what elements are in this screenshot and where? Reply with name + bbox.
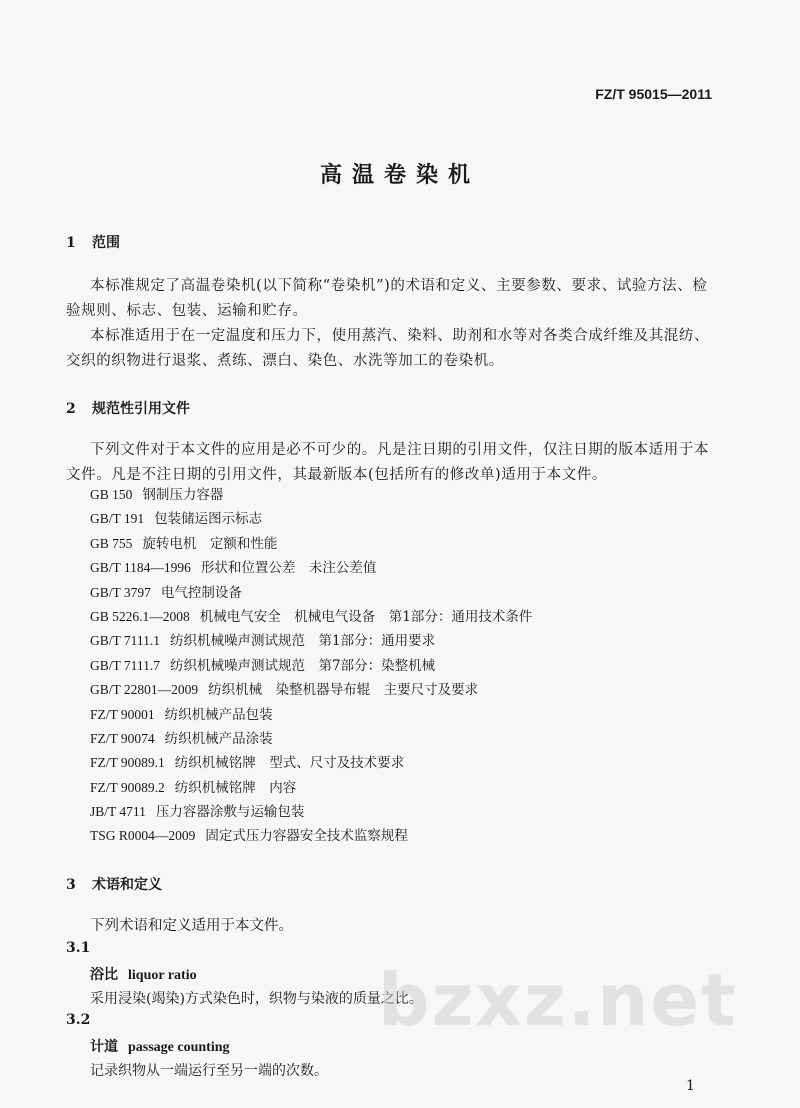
reference-code: GB/T 3797 bbox=[90, 584, 151, 600]
section-2-heading bbox=[66, 398, 190, 418]
reference-item bbox=[90, 654, 532, 678]
reference-title: 纺织机械产品包装 bbox=[164, 706, 273, 723]
reference-title: 纺织机械铭牌 型式、尺寸及技术要求 bbox=[174, 755, 405, 772]
reference-code: GB/T 7111.1 bbox=[90, 633, 161, 649]
reference-title: 压力容器涂敷与运输包装 bbox=[155, 804, 305, 821]
section-2-paragraph: 下列文件对于本文件的应用是必不可少的。凡是注日期的引用文件，仅注日期的版本适用于本文件。凡是不注日期的引用文件，其最新版本(包括所有的修改单)适用于本文件。 bbox=[66, 442, 710, 483]
reference-item bbox=[90, 507, 532, 531]
reference-code: FZ/T 90089.2 bbox=[90, 779, 165, 795]
section-1-paragraph-2: 本标准适用于在一定温度和压力下，使用蒸汽、染料、助剂和水等对各类合成纤维及其混纺、交织的织物进行退浆、煮练、漂白、染色、水洗等加工的卷染机。 bbox=[66, 328, 710, 369]
term-definition: 采用浸染(竭染)方式染色时，织物与染液的质量之比。 bbox=[90, 991, 423, 1007]
document-number: FZ/T 95015—2011 bbox=[595, 86, 712, 102]
section-number: 2 bbox=[66, 401, 76, 417]
reference-title: 包装储运图示标志 bbox=[154, 511, 263, 528]
reference-item bbox=[90, 581, 532, 605]
reference-item bbox=[90, 824, 532, 848]
reference-item bbox=[90, 629, 532, 653]
reference-code: GB 150 bbox=[90, 487, 133, 502]
reference-code: GB/T 191 bbox=[90, 511, 145, 527]
section-title: 术语和定义 bbox=[92, 877, 162, 893]
clause-number: 3.2 bbox=[66, 1012, 91, 1028]
reference-item bbox=[90, 776, 532, 800]
watermark: bzxz.net bbox=[378, 958, 738, 1042]
reference-code: GB 755 bbox=[90, 535, 133, 551]
section-3-heading bbox=[66, 874, 162, 894]
section-number: 3 bbox=[66, 877, 76, 893]
term-heading bbox=[90, 964, 197, 984]
reference-code: FZ/T 90001 bbox=[90, 706, 155, 722]
reference-item bbox=[90, 556, 532, 580]
reference-code: GB/T 22801—2009 bbox=[90, 682, 199, 698]
clause-number: 3.1 bbox=[66, 940, 91, 956]
reference-title: 纺织机械噪声测试规范 第1部分：通用要求 bbox=[170, 633, 436, 650]
reference-code: TSG R0004—2009 bbox=[90, 828, 196, 844]
reference-item bbox=[90, 727, 532, 751]
term-en: passage counting bbox=[128, 1040, 230, 1055]
page-title: 高温卷染机 bbox=[319, 162, 480, 188]
term-en: liquor ratio bbox=[128, 968, 197, 983]
section-title: 规范性引用文件 bbox=[92, 401, 190, 417]
section-1-paragraph-1: 本标准规定了高温卷染机(以下简称“卷染机”)的术语和定义、主要参数、要求、试验方法、检验规则、标志、包装、运输和贮存。 bbox=[66, 278, 708, 319]
reference-title: 纺织机械 染整机器导布辊 主要尺寸及要求 bbox=[208, 682, 479, 699]
reference-title: 形状和位置公差 未注公差值 bbox=[200, 560, 377, 577]
reference-code: FZ/T 90074 bbox=[90, 730, 155, 746]
term-definition: 记录织物从一端运行至另一端的次数。 bbox=[90, 1063, 328, 1079]
reference-title: 旋转电机 定额和性能 bbox=[142, 535, 278, 552]
reference-item bbox=[90, 800, 532, 824]
reference-title: 固定式压力容器安全技术监察规程 bbox=[205, 828, 408, 845]
normative-references-list bbox=[90, 483, 532, 849]
reference-title: 机械电气安全 机械电气设备 第1部分：通用技术条件 bbox=[199, 608, 533, 625]
reference-title: 电气控制设备 bbox=[160, 584, 242, 601]
section-number: 1 bbox=[66, 235, 76, 251]
section-1-heading bbox=[66, 232, 120, 252]
reference-code: GB 5226.1—2008 bbox=[90, 608, 190, 624]
reference-item bbox=[90, 751, 532, 775]
reference-item bbox=[90, 483, 532, 507]
reference-title: 纺织机械铭牌 内容 bbox=[174, 779, 297, 796]
reference-item bbox=[90, 532, 532, 556]
reference-code: FZ/T 90089.1 bbox=[90, 755, 165, 771]
reference-code: GB/T 1184—1996 bbox=[90, 560, 191, 576]
term-zh: 计道 bbox=[90, 1039, 118, 1055]
reference-title: 纺织机械噪声测试规范 第7部分：染整机械 bbox=[170, 657, 436, 674]
section-3-intro: 下列术语和定义适用于本文件。 bbox=[90, 918, 293, 934]
reference-code: GB/T 7111.7 bbox=[90, 657, 161, 673]
reference-item bbox=[90, 605, 532, 629]
reference-title: 钢制压力容器 bbox=[142, 487, 224, 503]
term-zh: 浴比 bbox=[90, 967, 118, 983]
page-number: 1 bbox=[686, 1078, 695, 1094]
section-title: 范围 bbox=[92, 235, 120, 251]
reference-item bbox=[90, 703, 532, 727]
reference-code: JB/T 4711 bbox=[90, 804, 146, 820]
reference-item bbox=[90, 678, 532, 702]
term-heading bbox=[90, 1036, 230, 1056]
reference-title: 纺织机械产品涂装 bbox=[164, 730, 273, 747]
